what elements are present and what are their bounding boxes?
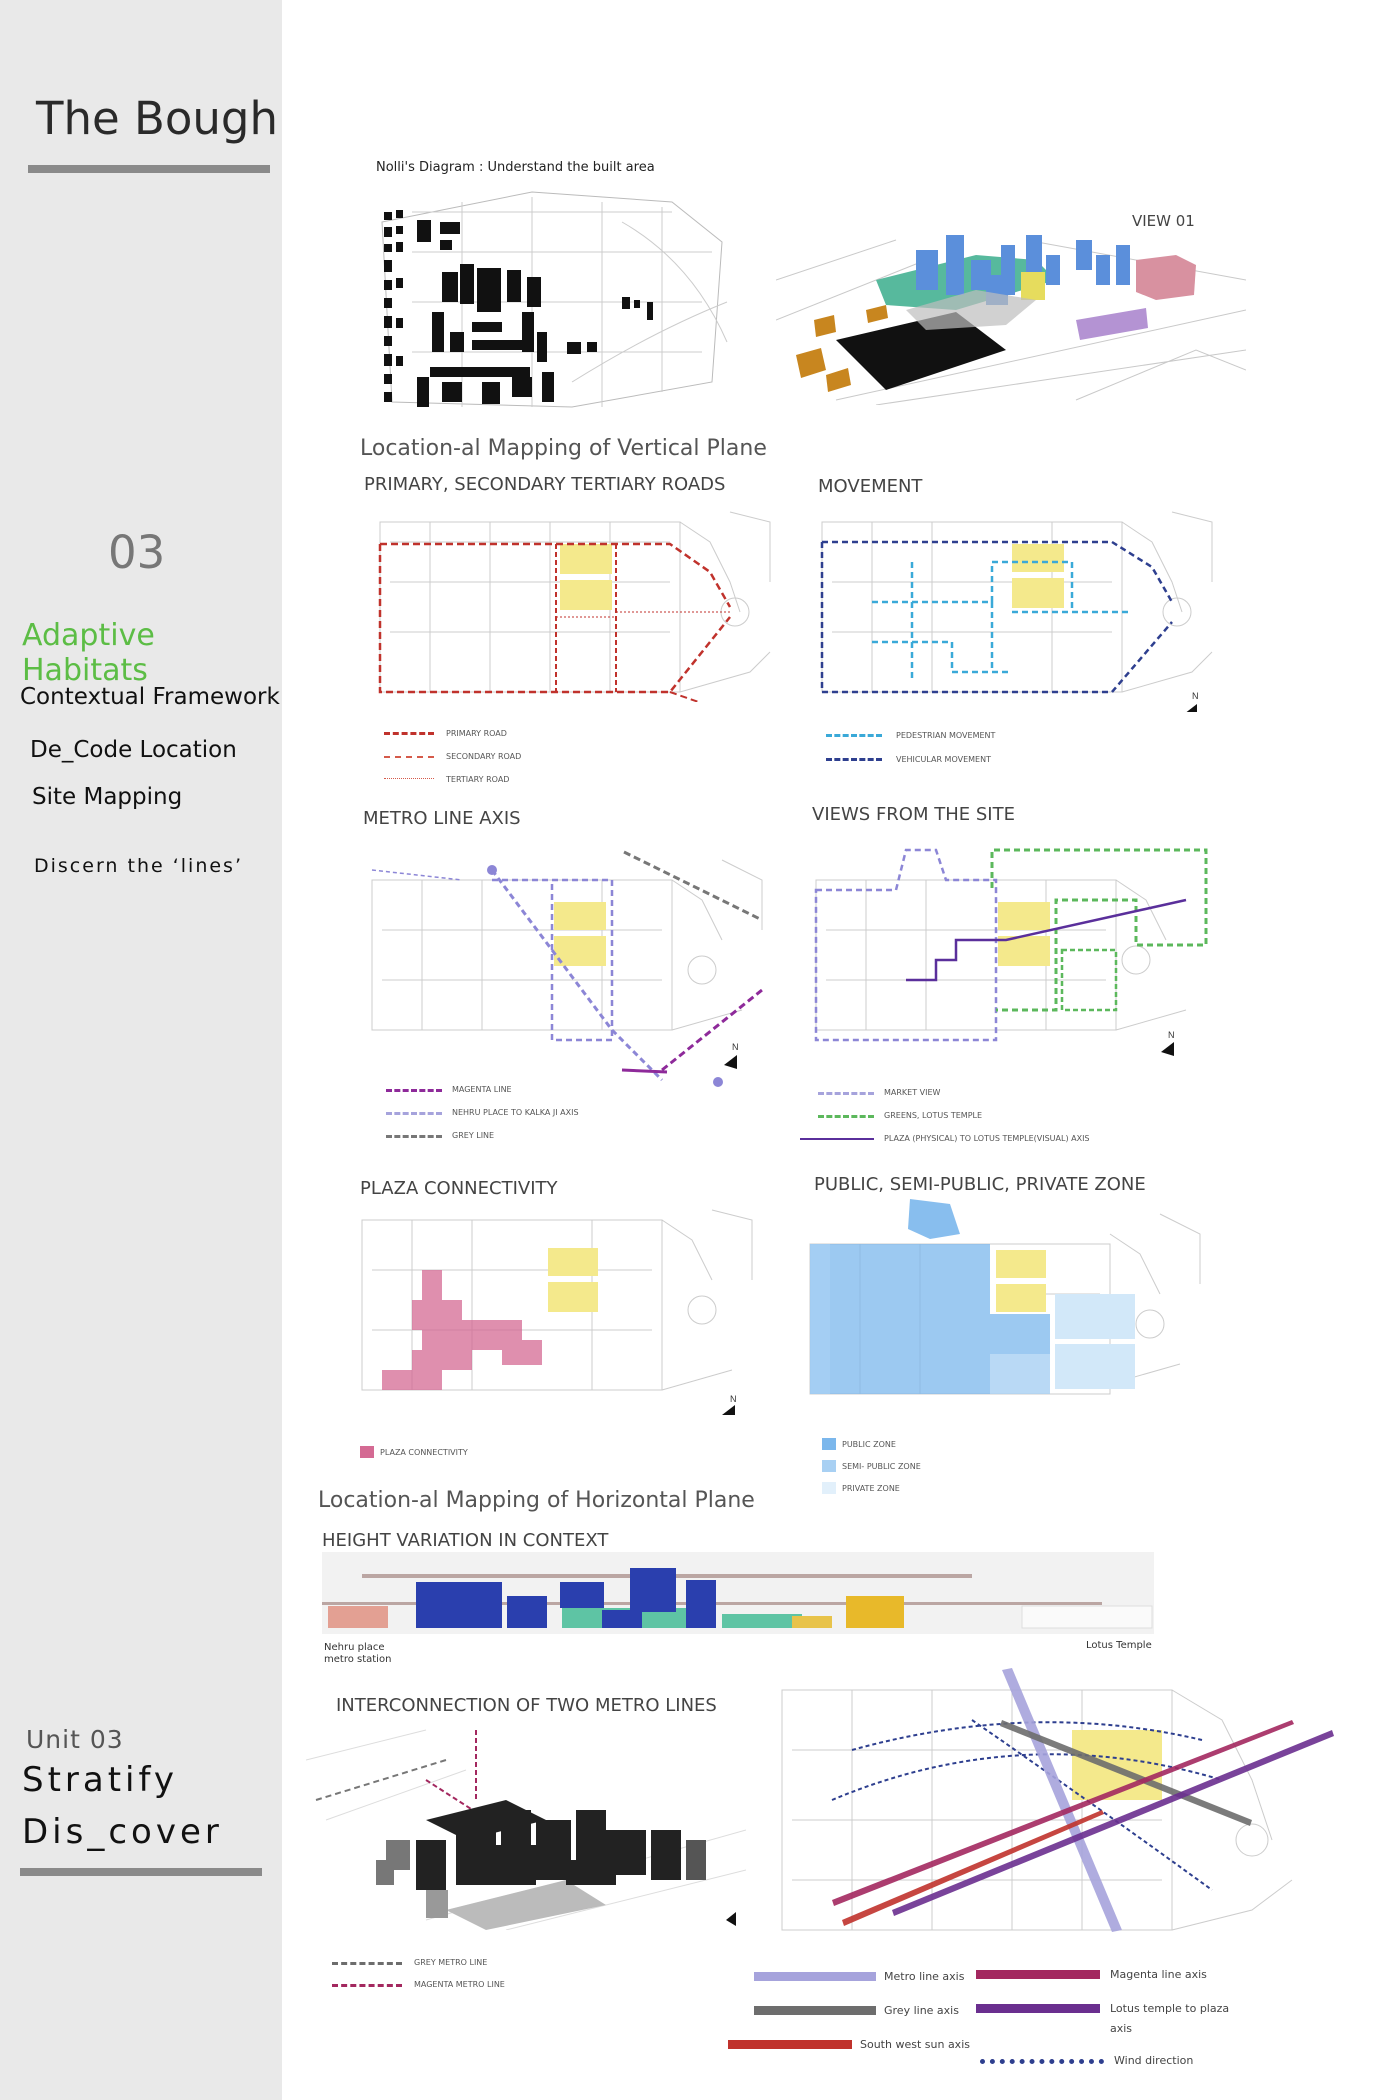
horizontal-plane-title: Location-al Mapping of Horizontal Plane <box>318 1488 755 1513</box>
axis-metro-label: Metro line axis <box>884 1970 965 1983</box>
axis-sun-label: South west sun axis <box>860 2038 970 2051</box>
roads-title: PRIMARY, SECONDARY TERTIARY ROADS <box>364 474 726 495</box>
legend-private-label: PRIVATE ZONE <box>842 1484 900 1493</box>
metro-map <box>362 840 772 1090</box>
nehru-label-1: Nehru place <box>324 1642 385 1653</box>
height-variation-title: HEIGHT VARIATION IN CONTEXT <box>322 1530 609 1551</box>
legend-market-label: MARKET VIEW <box>884 1088 941 1097</box>
legend-vehicular-label: VEHICULAR MOVEMENT <box>896 755 991 764</box>
axis-sun-swatch <box>728 2040 852 2049</box>
legend-grey-metro-swatch <box>332 1962 402 1965</box>
roads-map <box>370 502 772 702</box>
legend-magenta-metro-label: MAGENTA METRO LINE <box>414 1980 505 1989</box>
axis-wind-label: Wind direction <box>1114 2054 1194 2067</box>
north-label: N <box>732 1042 739 1052</box>
nolli-caption: Nolli's Diagram : Understand the built area <box>376 160 655 175</box>
axis-grey-label: Grey line axis <box>884 2004 959 2017</box>
bottom-divider <box>20 1868 262 1876</box>
north-label: N <box>1192 691 1199 701</box>
legend-public-label: PUBLIC ZONE <box>842 1440 896 1449</box>
legend-primary-swatch <box>384 732 434 735</box>
movement-title: MOVEMENT <box>818 476 923 497</box>
zones-title: PUBLIC, SEMI-PUBLIC, PRIVATE ZONE <box>814 1174 1146 1195</box>
legend-magenta-label: MAGENTA LINE <box>452 1085 512 1094</box>
project-title: The Bough <box>36 92 279 145</box>
axis-lotus-label-2: axis <box>1110 2022 1133 2035</box>
legend-primary-label: PRIMARY ROAD <box>446 729 507 738</box>
vertical-plane-title: Location-al Mapping of Vertical Plane <box>360 436 767 461</box>
legend-grey-swatch <box>386 1135 442 1138</box>
legend-nehru-label: NEHRU PLACE TO KALKA JI AXIS <box>452 1108 579 1117</box>
axis-magenta-label: Magenta line axis <box>1110 1968 1207 1981</box>
legend-magenta-swatch <box>386 1089 442 1092</box>
axes-map <box>772 1660 1364 1950</box>
axis-lotus-label: Lotus temple to plaza <box>1110 2002 1230 2015</box>
legend-semipublic-label: SEMI- PUBLIC ZONE <box>842 1462 921 1471</box>
legend-nehru-swatch <box>386 1112 442 1115</box>
plaza-title: PLAZA CONNECTIVITY <box>360 1178 558 1199</box>
views-title: VIEWS FROM THE SITE <box>812 804 1015 825</box>
axis-metro-swatch <box>754 1972 876 1981</box>
plaza-map <box>352 1200 762 1415</box>
legend-magenta-metro-swatch <box>332 1984 402 1987</box>
axis-lotus-swatch <box>976 2004 1100 2013</box>
legend-private-swatch <box>822 1482 836 1494</box>
view-label: VIEW 01 <box>1132 212 1195 230</box>
legend-plaza-label: PLAZA CONNECTIVITY <box>380 1448 468 1457</box>
legend-greens-swatch <box>818 1115 874 1118</box>
legend-semipublic-swatch <box>822 1460 836 1472</box>
legend-plaza-axis-label: PLAZA (PHYSICAL) TO LOTUS TEMPLE(VISUAL) AXIS <box>884 1134 1090 1143</box>
metro-title: METRO LINE AXIS <box>363 808 521 829</box>
metro-axonometric <box>306 1720 746 1930</box>
chapter-number: 03 <box>108 526 166 579</box>
north-label: N <box>1168 1030 1175 1040</box>
title-divider <box>28 165 270 173</box>
legend-greens-label: GREENS, LOTUS TEMPLE <box>884 1111 983 1120</box>
height-variation-section <box>322 1552 1154 1634</box>
view-01-axonometric <box>776 200 1246 405</box>
sidebar-item-sitemapping: Site Mapping <box>32 784 183 810</box>
legend-vehicular-swatch <box>826 758 882 761</box>
axis-wind-swatch <box>980 2059 1104 2064</box>
unit-label: Unit 03 <box>26 1725 124 1754</box>
legend-grey-metro-label: GREY METRO LINE <box>414 1958 488 1967</box>
legend-secondary-label: SECONDARY ROAD <box>446 752 522 761</box>
sidebar <box>0 0 282 2100</box>
nehru-label-2: metro station <box>324 1654 392 1665</box>
legend-pedestrian-swatch <box>826 734 882 737</box>
legend-tertiary-label: TERTIARY ROAD <box>446 775 510 784</box>
legend-public-swatch <box>822 1438 836 1450</box>
legend-plaza-swatch <box>360 1446 374 1458</box>
legend-market-swatch <box>818 1092 874 1095</box>
interconnection-title: INTERCONNECTION OF TWO METRO LINES <box>336 1695 717 1716</box>
section-title: Adaptive Habitats <box>22 618 155 688</box>
north-label: N <box>730 1394 737 1404</box>
legend-plaza-axis-swatch <box>800 1138 874 1140</box>
axis-magenta-swatch <box>976 1970 1100 1979</box>
axis-grey-swatch <box>754 2006 876 2015</box>
tagline: Discern the ‘lines’ <box>34 855 243 877</box>
discover-label: Dis_cover <box>22 1812 223 1852</box>
nolli-diagram <box>372 182 732 414</box>
movement-map <box>812 502 1222 712</box>
legend-secondary-swatch <box>384 756 434 758</box>
legend-tertiary-swatch <box>384 778 434 779</box>
views-map <box>806 840 1226 1085</box>
legend-grey-label: GREY LINE <box>452 1131 495 1140</box>
sidebar-item-contextual: Contextual Framework <box>20 684 280 710</box>
legend-pedestrian-label: PEDESTRIAN MOVEMENT <box>896 731 996 740</box>
lotus-temple-label: Lotus Temple <box>1086 1640 1152 1651</box>
stratify-label: Stratify <box>22 1760 178 1800</box>
sidebar-item-decode: De_Code Location <box>30 737 237 763</box>
zones-map <box>800 1194 1210 1416</box>
